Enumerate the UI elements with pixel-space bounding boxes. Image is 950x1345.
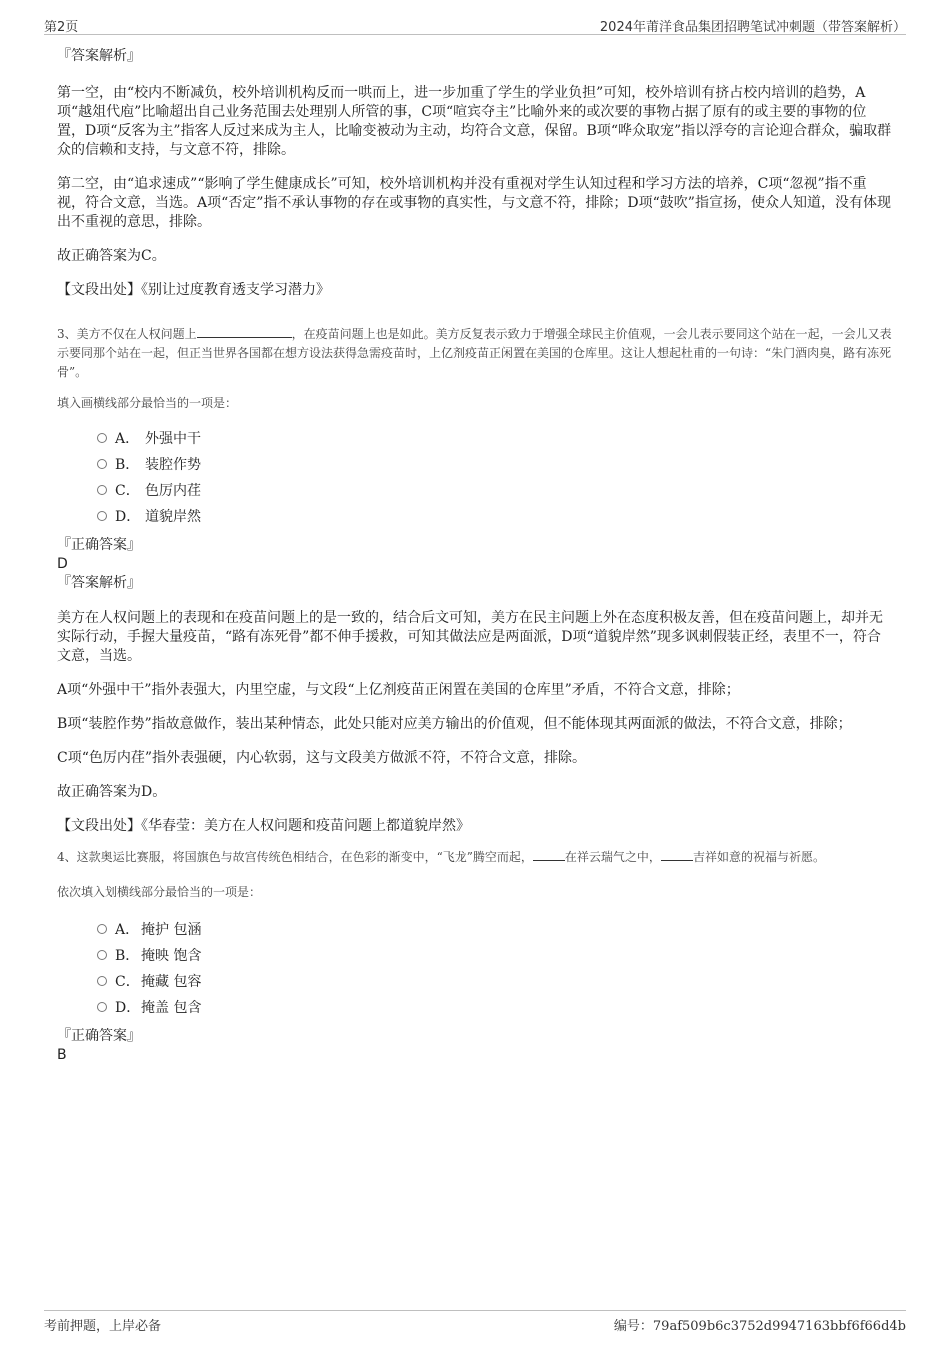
- answer-conclusion: 故正确答案为D。: [57, 784, 167, 800]
- option-text: 装腔作势: [145, 457, 201, 473]
- option-text: 掩护 包涵: [141, 922, 202, 938]
- option-letter: D．: [115, 1000, 141, 1016]
- option-text: 外强中干: [145, 431, 201, 447]
- radio-icon[interactable]: [97, 459, 107, 469]
- question-text: 4、这款奥运比赛服，将国旗色与故宫传统色相结合，在色彩的渐变中，“飞龙”腾空而起，: [57, 850, 533, 864]
- question-text: 在祥云瑞气之中，: [564, 850, 661, 864]
- option-c[interactable]: [97, 477, 893, 503]
- option-text: 掩映 饱含: [141, 948, 202, 964]
- radio-icon[interactable]: [97, 924, 107, 934]
- answer-conclusion: 故正确答案为C。: [57, 248, 166, 264]
- option-letter: B．: [115, 457, 140, 473]
- option-c[interactable]: [97, 968, 893, 994]
- option-text: 掩盖 包含: [141, 1000, 202, 1016]
- options-list: [57, 916, 893, 1020]
- option-letter: D．: [115, 509, 141, 525]
- source-citation: 【文段出处】《别让过度教育透支学习潜力》: [57, 282, 330, 298]
- document-title: 2024年莆洋食品集团招聘笔试冲刺题（带答案解析）: [599, 20, 906, 35]
- radio-icon[interactable]: [97, 511, 107, 521]
- question-prompt: 依次填入划横线部分最恰当的一项是：: [57, 885, 262, 899]
- radio-icon[interactable]: [97, 976, 107, 986]
- answer-blank: [533, 848, 565, 861]
- question-text: ，在疫苗问题上也是如此。美方反复表示致力于增强全球民主价值观，一会儿表示要同这个站在一起，一会儿又表示要同那个站在一起，但正当世界各国都在想方设法获得急需疫苗时，上亿剂疫苗正闲置在美国的仓库里。这让人想起杜甫的一句诗：“朱门酒肉臭，路有冻死骨”。: [57, 327, 892, 379]
- option-a[interactable]: [97, 916, 893, 942]
- radio-icon[interactable]: [97, 485, 107, 495]
- analysis-label: 『答案解析』: [57, 48, 141, 64]
- question-prompt: 填入画横线部分最恰当的一项是：: [57, 396, 238, 410]
- option-a[interactable]: [97, 425, 893, 451]
- option-text: 色厉内荏: [145, 483, 201, 499]
- option-d[interactable]: [97, 503, 893, 529]
- page-footer: [44, 1310, 906, 1335]
- analysis-paragraph: A项“外强中干”指外表强大，内里空虚，与文段“上亿剂疫苗正闲置在美国的仓库里”矛盾，不符合文意，排除；: [57, 682, 740, 698]
- footer-slogan: 考前押题，上岸必备: [44, 1319, 162, 1334]
- radio-icon[interactable]: [97, 433, 107, 443]
- analysis-paragraph: 第二空，由“追求速成”“影响了学生健康成长”可知，校外培训机构并没有重视对学生认知过程和学习方法的培养，C项“忽视”指不重视，符合文意，当选。A项“否定”指不承认事物的存在或事物的真实性，与文意不符，排除；D项“鼓吹”指宣扬，使众人知道，没有体现出不重视的意思，排除。: [57, 176, 891, 230]
- answer-blank: [661, 848, 693, 861]
- option-text: 道貌岸然: [145, 509, 201, 525]
- analysis-label: 『答案解析』: [57, 575, 141, 591]
- correct-answer: B: [57, 1047, 67, 1063]
- option-letter: B．: [115, 948, 140, 964]
- question-stem: [57, 848, 893, 867]
- correct-answer-label: 『正确答案』: [57, 537, 141, 553]
- option-letter: A．: [115, 922, 140, 938]
- answer-blank: [197, 325, 292, 338]
- question-stem: [57, 325, 893, 382]
- option-letter: C．: [115, 974, 140, 990]
- analysis-paragraph: 第一空，由“校内不断减负，校外培训机构反而一哄而上，进一步加重了学生的学业负担”可知，校外培训有挤占校内培训的趋势，A项“越俎代庖”比喻超出自己业务范围去处理别人所管的事，C项“喧宾夺主”比喻外来的或次要的事物占据了原有的或主要的事物的位置，D项“反客为主”指客人反过来成为主人，比喻变被动为主动，均符合文意，保留。B项“哗众取宠”指以浮夸的言论迎合群众，骗取群众的信赖和支持，与文意不符，排除。: [57, 85, 892, 158]
- main-content: [57, 42, 893, 1064]
- page-number: 第2页: [44, 20, 79, 35]
- page-header: [44, 14, 906, 35]
- option-b[interactable]: [97, 942, 893, 968]
- option-letter: C．: [115, 483, 140, 499]
- option-letter: A．: [115, 431, 140, 447]
- radio-icon[interactable]: [97, 950, 107, 960]
- analysis-paragraph: B项“装腔作势”指故意做作，装出某种情态，此处只能对应美方输出的价值观，但不能体现其两面派的做法，不符合文意，排除；: [57, 716, 852, 732]
- question-text: 吉祥如意的祝福与祈愿。: [692, 850, 825, 864]
- option-b[interactable]: [97, 451, 893, 477]
- document-id: 编号：79af509b6c3752d9947163bbf6f66d4b: [613, 1319, 906, 1334]
- correct-answer-label: 『正确答案』: [57, 1028, 141, 1044]
- options-list: [57, 425, 893, 529]
- source-citation: 【文段出处】《华春莹：美方在人权问题和疫苗问题上都道貌岸然》: [57, 818, 470, 834]
- radio-icon[interactable]: [97, 1002, 107, 1012]
- correct-answer: D: [57, 556, 68, 572]
- question-text: 3、美方不仅在人权问题上: [57, 327, 197, 341]
- analysis-paragraph: C项“色厉内荏”指外表强硬，内心软弱，这与文段美方做派不符，不符合文意，排除。: [57, 750, 587, 766]
- option-d[interactable]: [97, 994, 893, 1020]
- option-text: 掩藏 包容: [141, 974, 202, 990]
- analysis-paragraph: 美方在人权问题上的表现和在疫苗问题上的是一致的，结合后文可知，美方在民主问题上外在态度积极友善，但在疫苗问题上，却并无实际行动，手握大量疫苗，“路有冻死骨”都不伸手援救，可知其做法应是两面派，D项“道貌岸然”现多讽刺假装正经，表里不一，符合文意，当选。: [57, 610, 883, 664]
